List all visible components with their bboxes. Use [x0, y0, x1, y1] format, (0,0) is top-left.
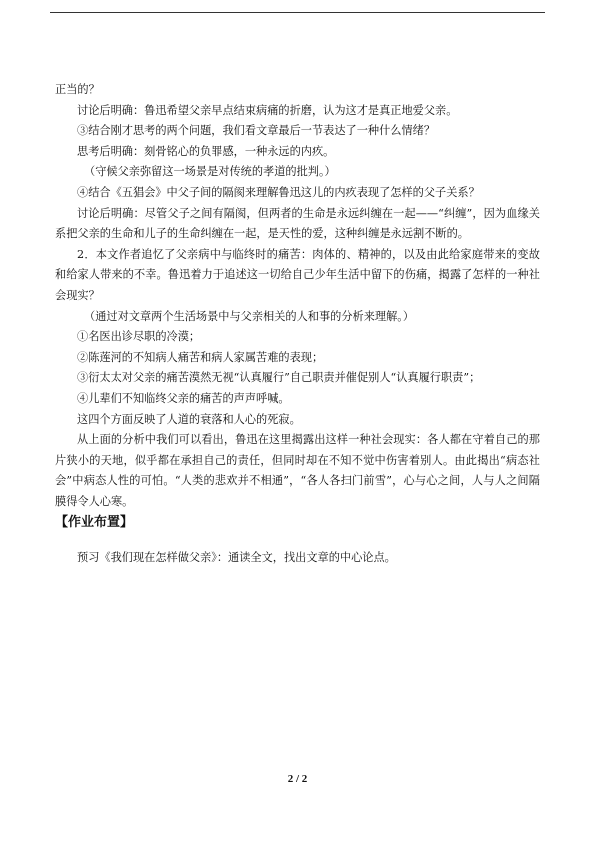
homework-text: 预习《我们现在怎样做父亲》：通读全文，找出文章的中心论点。 — [77, 551, 396, 565]
paragraph-15: 从上面的分析中我们可以看出，鲁迅在这里揭露出这样一种社会现实：各人都在守着自己的那片狭小的天地，似乎都在承担自己的责任，但同时却在不知不觉中伤害着别人。由此揭出“病态社会”中病态人性的可怕。“人类的悲欢并不相通”，“各人各扫门前雪”，心与心之间，人与人之间隔膜得令人心寒。 — [55, 433, 540, 508]
paragraph-12: ③衍太太对父亲的痛苦漠然无视“认真履行”自己职责并催促别人“认真履行职责”； — [77, 371, 481, 385]
paragraph-9: （通过对文章两个生活场景中与父亲相关的人和事的分析来理解。） — [84, 309, 415, 323]
paragraph-8: 2．本文作者追忆了父亲病中与临终时的痛苦：肉体的、精神的，以及由此给家庭带来的变故和给家人带来的不幸。鲁迅着力于追述这一切给自己少年生活中留下的伤痛，揭露了怎样的一种社会现实？ — [55, 247, 540, 302]
paragraph-11: ②陈莲河的不知病人痛苦和病人家属苦难的表现； — [77, 350, 324, 364]
paragraph-1: 正当的？ — [55, 83, 100, 96]
page-number: 2 / 2 — [287, 773, 308, 785]
homework-heading: 【作业布置】 — [55, 515, 134, 531]
paragraph-14: 这四个方面反映了人道的衰落和人心的死寂。 — [77, 412, 301, 426]
paragraph-10: ①名医出诊尽职的冷漠； — [77, 330, 201, 344]
paragraph-5: （守候父亲弥留这一场景是对传统的孝道的批判。） — [84, 165, 336, 179]
paragraph-3: ③结合刚才思考的两个问题，我们看文章最后一节表达了一种什么情绪？ — [77, 124, 436, 138]
paragraph-6: ④结合《五猖会》中父子间的隔阂来理解鲁迅这儿的内疚表现了怎样的父子关系？ — [77, 185, 480, 199]
paragraph-13: ④儿辈们不知临终父亲的痛苦的声声呼喊。 — [77, 391, 290, 405]
document-body — [55, 80, 540, 569]
header-rule — [50, 12, 545, 13]
paragraph-7: 讨论后明确：尽管父子之间有隔阂，但两者的生命是永远纠缠在一起——“纠缠”，因为血缘关系把父亲的生命和儿子的生命纠缠在一起，是天性的爱，这种纠缠是永远割不断的。 — [55, 206, 540, 241]
paragraph-2: 讨论后明确：鲁迅希望父亲早点结束病痛的折磨，认为这才是真正地爱父亲。 — [77, 103, 458, 117]
paragraph-4: 思考后明确：刻骨铭心的负罪感，一种永远的内疚。 — [77, 144, 335, 158]
